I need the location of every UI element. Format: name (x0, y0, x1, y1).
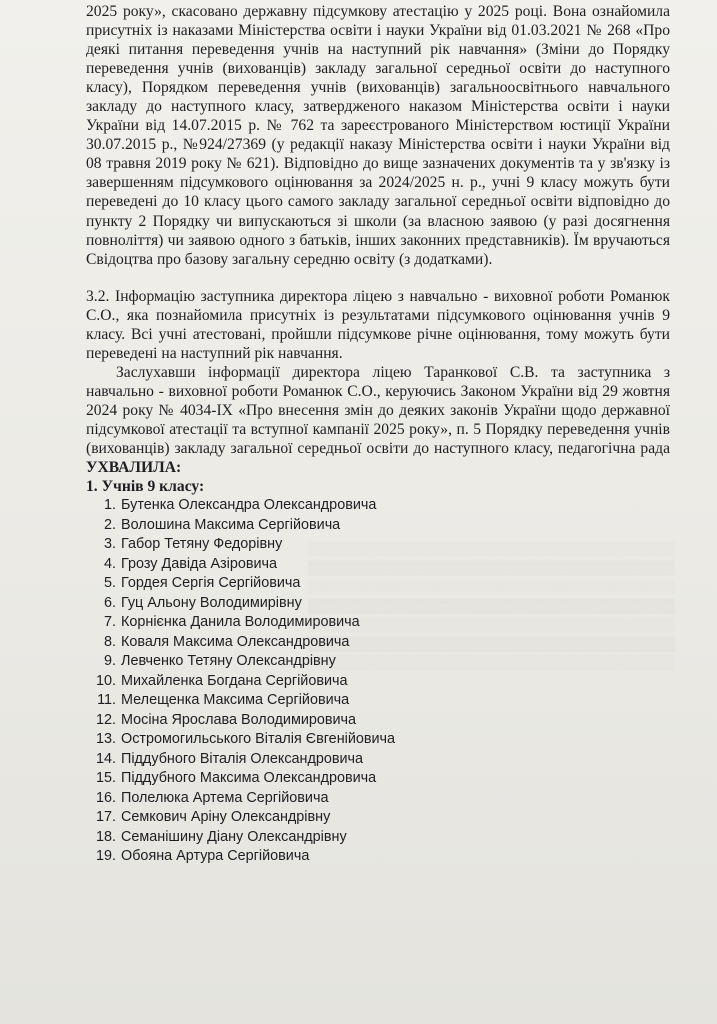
student-list-item (86, 574, 670, 594)
student-name: Семкович Аріну Олександрівну (121, 809, 331, 826)
student-name: Михайленка Богдана Сергійовича (121, 672, 348, 689)
student-number: 10. (95, 672, 116, 689)
student-name: Мосіна Ярослава Володимировича (121, 711, 357, 728)
student-list-item (86, 652, 670, 672)
student-list-item (86, 516, 670, 536)
resolution-word: УХВАЛИЛА: (86, 459, 182, 477)
student-number: 13. (95, 731, 116, 748)
paragraph-ministry-orders: 2025 року», скасовано державну підсумкову атестацію у 2025 році. Вона ознайомила присутніх із наказами Міністерства освіти і науки України від 01.03.2021 № 268 «Про деякі питання переведення учнів на наступний рік навчання» (Зміни до Порядку переведення учнів (вихованців) закладу загальної середньої освіти до наступного класу), Порядком переведення учнів (вихованців) загальноосвітнього навчального закладу до наступного класу, затвердженого наказом Міністерства освіти і науки України від 14.07.2015 р. № 762 та зареєстрованого Міністерством юстиції України 30.07.2015 р., №924/27369 (у редакції наказу Міністерства освіти і науки України від 08 травня 2019 року № 621). Відповідно до вище зазначених документів та у зв'язку із завершенням підсумкового оцінювання за 2024/2025 н. р., учні 9 класу можуть бути переведені до 10 класу цього самого закладу загальної середньої освіти відповідно до пункту 2 Порядку чи випускаються зі школи (за власною заявою (у разі досягнення повноліття) чи заявою одного з батьків, інших законних представників). Їм вручаються Свідоцтва про базову загальну середню освіту (з додатками). (86, 3, 670, 268)
student-number: 12. (95, 711, 116, 728)
student-list-item (86, 535, 670, 555)
student-number: 2. (103, 516, 116, 533)
student-number: 5. (103, 575, 116, 592)
student-list-item (86, 847, 670, 867)
student-number: 7. (103, 614, 116, 631)
student-number: 9. (103, 653, 116, 670)
student-number: 4. (103, 555, 116, 572)
student-list-item (86, 691, 670, 711)
student-name: Гуц Альону Володимирівну (121, 594, 302, 611)
student-list-item (86, 672, 670, 692)
resolution-intro-text: Заслухавши інформації директора ліцею Таранкової С.В. та заступника з навчально - виховної роботи Романюк С.О., керуючись Законом України від 29 жовтня 2024 року № 4034-IX «Про внесення змін до деяких законів України щодо державної підсумкової атестації та вступної кампанії 2025 року», п. 5 Порядку переведення учнів (вихованців) закладу загальної середньої освіти до наступного класу, педагогічна рада (86, 363, 670, 458)
paragraph-spacer (86, 269, 670, 287)
student-list-item (86, 496, 670, 516)
student-list-item (86, 828, 670, 848)
student-name: Бутенка Олександра Олександровича (121, 497, 377, 514)
student-name: Мелещенка Максима Сергійовича (121, 692, 350, 709)
student-list-item (86, 769, 670, 789)
student-number: 1. (103, 497, 116, 514)
student-list-item (86, 633, 670, 653)
student-number: 14. (95, 750, 116, 767)
student-number: 15. (95, 770, 116, 787)
student-name: Габор Тетяну Федорівну (121, 536, 283, 553)
student-name: Піддубного Максима Олександровича (121, 770, 377, 787)
paragraph-resolution-intro (86, 363, 670, 477)
students-list (86, 496, 670, 867)
student-number: 16. (95, 789, 116, 806)
student-number: 8. (103, 633, 116, 650)
students-list-heading: 1. Учнів 9 класу: (86, 478, 205, 496)
student-name: Грозу Давіда Азіровича (121, 555, 278, 572)
student-name: Гордея Сергія Сергійовича (121, 575, 301, 592)
student-name: Полелюка Артема Сергійовича (121, 789, 329, 806)
paragraph-deputy-report: 3.2. Інформацію заступника директора ліцею з навчально - виховної роботи Романюк С.О., яка познайомила присутніх із результатами підсумкового оцінювання учнів 9 класу. Всі учні атестовані, пройшли підсумкове річне оцінювання, тому можуть бути переведені на наступний рік навчання. (86, 287, 670, 362)
student-name: Остромогильського Віталія Євгенійовича (121, 731, 396, 748)
student-name: Корнієнка Данила Володимировича (121, 614, 360, 631)
student-list-item (86, 730, 670, 750)
student-list-item (86, 594, 670, 614)
bleed-through-shadow: ░░░░░░░░░░░░░░░░░░░░░░░░░░░░░░░░░░░░░ ▒▒▒▒▒▒▒▒▒▒▒▒▒▒▒▒▒▒▒▒▒▒▒▒▒▒▒▒▒▒▒▒▒▒▒▒▒ ░░░░░░░░░░░░░░░░░░░░░░░░░░░░░░░░░░░░░ ▒▒▒▒▒▒▒▒▒▒▒▒▒▒▒▒▒▒▒▒▒▒▒▒▒▒▒▒▒▒▒▒▒▒▒▒▒ ░░░░░░░░░░░░░░░░░░░░░░░░░░░░░░░░░░░░░ ▒▒▒▒▒▒▒▒▒▒▒▒▒▒▒▒▒▒▒▒▒▒▒▒▒▒▒▒▒▒▒▒▒▒▒▒▒ ░░░░░░░░░░░░░░░░░░░░░░░░░░░░░░░░░░░░░ (307, 542, 675, 671)
student-number: 18. (95, 828, 116, 845)
student-number: 6. (103, 594, 116, 611)
student-list-item (86, 711, 670, 731)
student-number: 17. (95, 809, 116, 826)
student-name: Обояна Артура Сергійовича (121, 848, 310, 865)
student-list-item (86, 808, 670, 828)
student-number: 11. (97, 692, 116, 709)
student-list-item (86, 555, 670, 575)
student-list-item (86, 613, 670, 633)
student-name: Семанішину Діану Олександрівну (121, 828, 347, 845)
student-name: Піддубного Віталія Олександровича (121, 750, 364, 767)
student-name: Волошина Максима Сергійовича (121, 516, 341, 533)
student-list-item (86, 750, 670, 770)
student-number: 19. (95, 848, 116, 865)
document-body (86, 2, 670, 867)
student-name: Левченко Тетяну Олександрівну (121, 653, 336, 670)
student-name: Коваля Максима Олександровича (121, 633, 350, 650)
student-number: 3. (103, 536, 116, 553)
student-list-item (86, 789, 670, 809)
